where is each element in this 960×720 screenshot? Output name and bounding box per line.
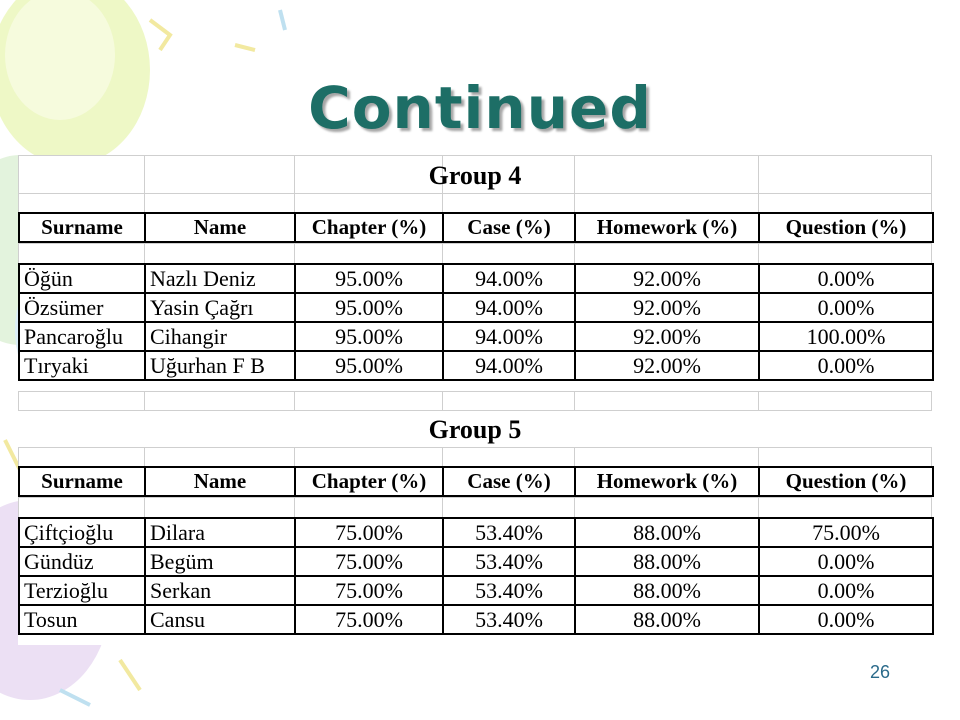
gridline: [294, 243, 295, 263]
column-header-homework: Homework (%): [575, 213, 759, 242]
question-cell: 0.00%: [759, 547, 933, 576]
streamer: [60, 690, 90, 705]
gridline: [18, 243, 19, 263]
table-row: [19, 576, 933, 605]
chapter-cell: 95.00%: [295, 293, 443, 322]
spreadsheet: [18, 155, 932, 645]
gridline: [144, 391, 145, 410]
gridline: [144, 447, 145, 466]
streamer: [235, 45, 255, 50]
surname-cell: Çiftçioğlu: [19, 518, 145, 547]
table-row: [19, 351, 933, 380]
gridline: [574, 243, 575, 263]
gridline: [18, 410, 932, 411]
column-header-question: Question (%): [759, 467, 933, 496]
chapter-cell: 95.00%: [295, 322, 443, 351]
gridline: [931, 497, 932, 517]
gridline: [574, 391, 575, 410]
surname-cell: Özsümer: [19, 293, 145, 322]
column-header-surname: Surname: [19, 467, 145, 496]
homework-cell: 92.00%: [575, 293, 759, 322]
group-4-header-row: [18, 212, 934, 243]
gridline: [18, 193, 19, 212]
gridline: [18, 497, 19, 517]
name-cell: Nazlı Deniz: [145, 264, 295, 293]
homework-cell: 92.00%: [575, 351, 759, 380]
gridline: [18, 447, 932, 448]
group-5-title: Group 5: [428, 415, 522, 444]
homework-cell: 88.00%: [575, 576, 759, 605]
case-cell: 53.40%: [443, 547, 575, 576]
group-4-table: [18, 263, 934, 381]
gridline: [18, 447, 19, 466]
column-header-name: Name: [145, 213, 295, 242]
question-cell: 0.00%: [759, 605, 933, 634]
surname-cell: Gündüz: [19, 547, 145, 576]
gridline: [931, 391, 932, 410]
column-header-chapter: Chapter (%): [295, 467, 443, 496]
name-cell: Begüm: [145, 547, 295, 576]
chapter-cell: 75.00%: [295, 576, 443, 605]
gridline: [144, 193, 145, 212]
gridline: [931, 193, 932, 212]
streamer: [150, 20, 170, 50]
gridline: [18, 155, 932, 156]
column-header-question: Question (%): [759, 213, 933, 242]
case-cell: 94.00%: [443, 264, 575, 293]
column-header-case: Case (%): [443, 213, 575, 242]
homework-cell: 88.00%: [575, 547, 759, 576]
gridline: [574, 447, 575, 466]
gridline: [18, 497, 932, 498]
table-row: [19, 605, 933, 634]
homework-cell: 92.00%: [575, 264, 759, 293]
gridline: [144, 243, 145, 263]
gridline: [18, 243, 932, 244]
column-header-chapter: Chapter (%): [295, 213, 443, 242]
chapter-cell: 75.00%: [295, 518, 443, 547]
case-cell: 53.40%: [443, 518, 575, 547]
column-header-case: Case (%): [443, 467, 575, 496]
table-row: [19, 547, 933, 576]
gridline: [931, 447, 932, 466]
column-header-homework: Homework (%): [575, 467, 759, 496]
chapter-cell: 75.00%: [295, 547, 443, 576]
group-4-title: Group 4: [428, 161, 522, 190]
gridline: [442, 497, 443, 517]
surname-cell: Öğün: [19, 264, 145, 293]
table-row: [19, 293, 933, 322]
question-cell: 0.00%: [759, 576, 933, 605]
gridline: [758, 497, 759, 517]
gridline: [18, 193, 932, 194]
gridline: [294, 497, 295, 517]
gridline: [18, 391, 19, 410]
gridline: [18, 391, 932, 392]
group-5-header-row: [18, 466, 934, 497]
table-row: [19, 322, 933, 351]
page-number: 26: [870, 662, 891, 682]
gridline: [294, 447, 295, 466]
surname-cell: Tıryaki: [19, 351, 145, 380]
name-cell: Yasin Çağrı: [145, 293, 295, 322]
question-cell: 0.00%: [759, 351, 933, 380]
question-cell: 100.00%: [759, 322, 933, 351]
gridline: [758, 193, 759, 212]
gridline: [442, 193, 443, 212]
gridline: [574, 193, 575, 212]
homework-cell: 92.00%: [575, 322, 759, 351]
gridline: [442, 243, 443, 263]
case-cell: 94.00%: [443, 351, 575, 380]
streamer: [280, 10, 285, 30]
surname-cell: Pancaroğlu: [19, 322, 145, 351]
question-cell: 0.00%: [759, 264, 933, 293]
name-cell: Uğurhan F B: [145, 351, 295, 380]
question-cell: 0.00%: [759, 293, 933, 322]
name-cell: Cihangir: [145, 322, 295, 351]
gridline: [294, 193, 295, 212]
table-row: [19, 518, 933, 547]
gridline: [758, 447, 759, 466]
name-cell: Cansu: [145, 605, 295, 634]
gridline: [758, 391, 759, 410]
slide-title: Continued: [308, 74, 652, 142]
case-cell: 53.40%: [443, 605, 575, 634]
name-cell: Serkan: [145, 576, 295, 605]
gridline: [931, 243, 932, 263]
table-row: [19, 264, 933, 293]
gridline: [758, 243, 759, 263]
streamer: [120, 660, 140, 690]
homework-cell: 88.00%: [575, 518, 759, 547]
gridline: [442, 391, 443, 410]
chapter-cell: 95.00%: [295, 351, 443, 380]
group-5-table: [18, 517, 934, 635]
chapter-cell: 95.00%: [295, 264, 443, 293]
column-header-surname: Surname: [19, 213, 145, 242]
surname-cell: Terzioğlu: [19, 576, 145, 605]
chapter-cell: 75.00%: [295, 605, 443, 634]
case-cell: 94.00%: [443, 293, 575, 322]
gridline: [144, 497, 145, 517]
gridline: [442, 447, 443, 466]
name-cell: Dilara: [145, 518, 295, 547]
case-cell: 94.00%: [443, 322, 575, 351]
question-cell: 75.00%: [759, 518, 933, 547]
case-cell: 53.40%: [443, 576, 575, 605]
gridline: [294, 391, 295, 410]
gridline: [574, 497, 575, 517]
surname-cell: Tosun: [19, 605, 145, 634]
homework-cell: 88.00%: [575, 605, 759, 634]
column-header-name: Name: [145, 467, 295, 496]
